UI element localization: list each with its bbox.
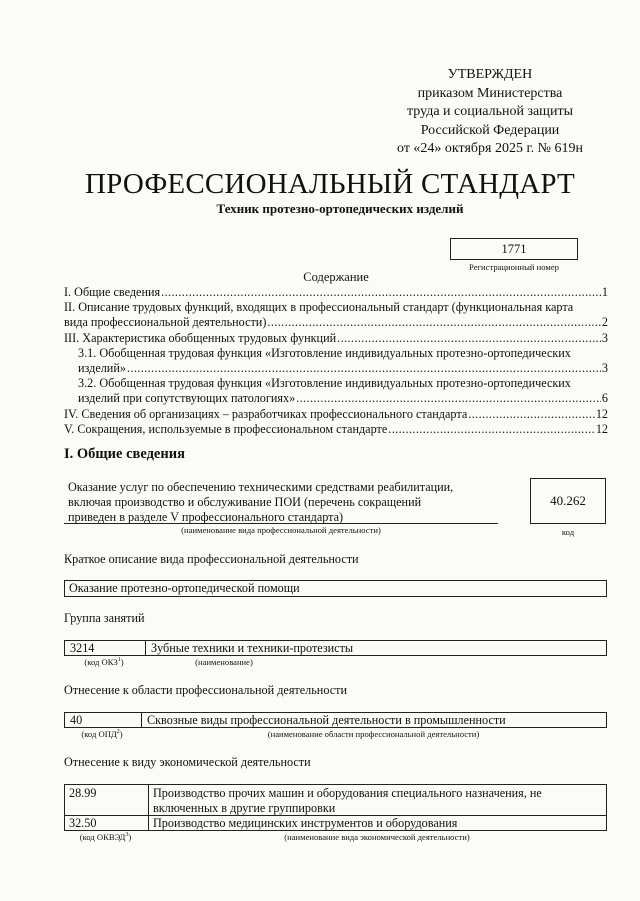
toc-item-text: 3.2. Обобщенная трудовая функция «Изготовление индивидуальных протезно-ортопедических [78,376,571,391]
group-code-caption: (код ОКЗ$^1$) [84,657,124,667]
toc-item[interactable] [64,300,608,330]
economic-code: 32.50 [69,816,97,830]
economic-code: 28.99 [69,786,97,800]
area-code: 40 [70,713,83,727]
toc-page: 6 [601,391,608,406]
activity-line: включая производство и обслуживание ПОИ (перечень сокращений [68,495,422,510]
approval-date: от «24» октября 2025 г. № 619н [397,141,583,157]
brief-value: Оказание протезно-ортопедической помощи [69,581,300,595]
toc-leader [337,331,601,346]
group-name: Зубные техники и техники-протезисты [145,641,353,655]
economic-name-caption: (наименование вида экономической деятельности) [284,832,470,842]
brief-label: Краткое описание вида профессиональной деятельности [64,552,359,566]
economic-name: Производство медицинских инструментов и оборудования [153,816,458,830]
area-code-caption: (код ОПД$^2$) [81,729,123,739]
toc-item[interactable] [64,331,608,346]
approval-line: Российской Федерации [420,122,560,138]
activity-caption: (наименование вида профессиональной деятельности) [181,525,381,535]
toc-item-text: II. Описание трудовых функций, входящих в профессиональный стандарт (функциональная карта [64,300,574,315]
economic-divider [148,785,149,830]
group-name-caption: (наименование) [195,657,253,667]
activity-line: приведен в разделе V профессионального стандарта) [68,510,344,525]
toc-item-text: изделий при сопутствующих патологиях» [78,391,296,406]
area-table [64,712,607,728]
toc-leader [127,361,601,376]
toc-item[interactable] [64,407,608,422]
document-title: ПРОФЕССИОНАЛЬНЫЙ СТАНДАРТ [85,168,575,200]
toc-page: 12 [595,421,608,436]
approval-line: труда и социальной защиты [407,104,573,120]
group-label: Группа занятий [64,611,145,625]
toc-item-text: IV. Сведения об организациях – разработчиках профессионального стандарта [64,406,468,421]
toc-item[interactable] [64,422,608,437]
activity-name [68,480,453,526]
toc-item[interactable] [64,285,608,300]
toc-item-text: I. Общие сведения [64,285,161,299]
toc-item[interactable] [64,346,608,376]
section-title: I. Общие сведения [64,446,185,462]
economic-table [64,784,607,831]
activity-underline [64,523,498,524]
toc-page: 12 [595,406,608,421]
toc-item-text: V. Сокращения, используемые в профессиональном стандарте [64,421,388,436]
brief-box [64,580,607,597]
toc-item-text: 3.1. Обобщенная трудовая функция «Изготовление индивидуальных протезно-ортопедических [78,345,571,360]
toc-page: 2 [601,315,608,330]
group-code: 3214 [70,641,95,655]
toc-leader [388,422,595,437]
toc-page: 1 [601,285,608,299]
registration-number: 1771 [450,238,578,260]
toc-item[interactable] [64,376,608,406]
toc-page: 3 [601,330,608,345]
area-name: Сквозные виды профессиональной деятельности в промышленности [141,713,506,727]
toc-item-text: III. Характеристика обобщенных трудовых функций [64,330,337,345]
table-of-contents [64,285,608,437]
toc-page: 3 [601,361,608,376]
group-table [64,640,607,656]
toc-item-text: вида профессиональной деятельности) [64,315,267,330]
toc-leader [468,407,595,422]
approval-line: УТВЕРЖДЕН [447,67,533,82]
approval-line: приказом Министерства [417,85,563,101]
economic-code-caption: (код ОКВЭД$^3$) [79,832,132,842]
toc-leader [161,285,601,300]
toc-leader [296,391,601,406]
approval-block [388,66,592,159]
contents-heading: Содержание [303,270,369,284]
activity-code-caption: код [561,527,575,537]
toc-item-text: изделий» [78,361,126,376]
toc-leader [267,315,601,330]
activity-line: Оказание услуг по обеспечению техническими средствами реабилитации, [68,480,454,494]
economic-label: Отнесение к виду экономической деятельности [64,755,311,769]
registration-caption: Регистрационный номер [469,262,559,272]
area-name-caption: (наименование области профессиональной деятельности) [267,729,480,739]
activity-code: 40.262 [530,478,606,524]
economic-name: Производство прочих машин и оборудования специального назначения, не включенных в другие группировки [153,786,542,815]
document-subtitle: Техник протезно-ортопедических изделий [216,201,464,216]
area-label: Отнесение к области профессиональной деятельности [64,683,347,697]
